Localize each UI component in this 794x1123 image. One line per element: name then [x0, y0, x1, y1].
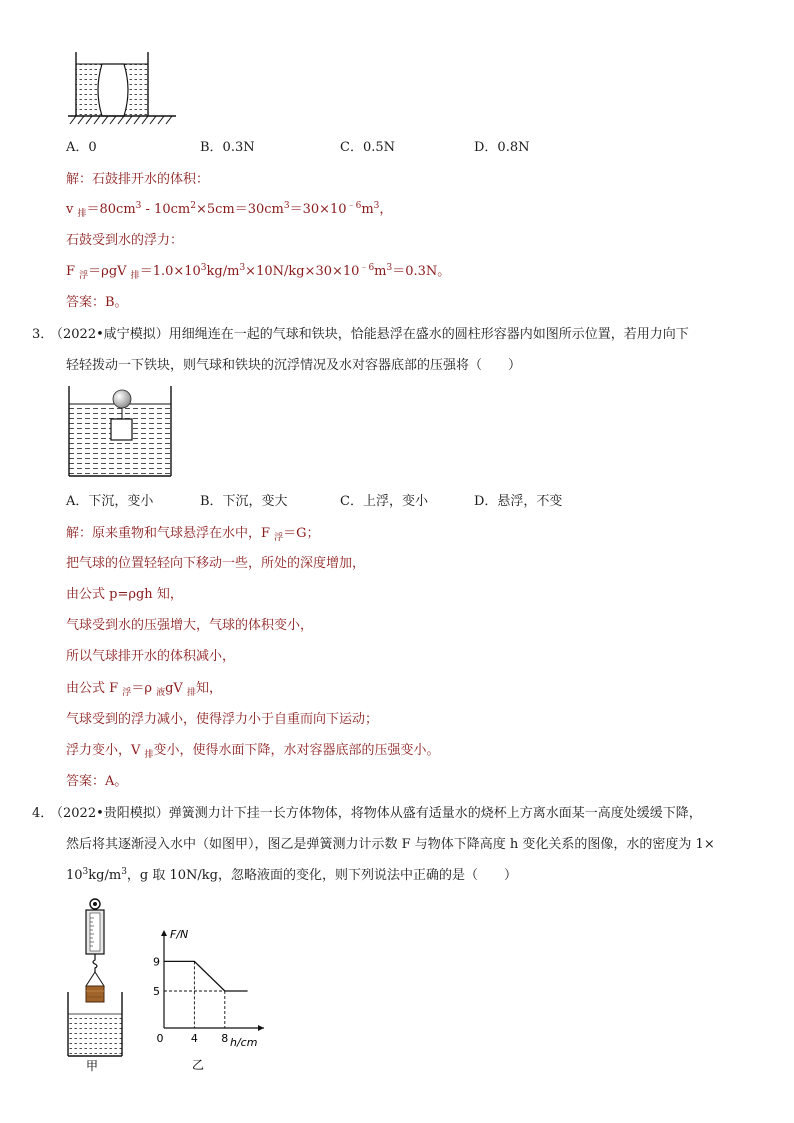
q4-text-line-1: （2022•贵阳模拟）弹簧测力计下挂一长方体物体，将物体从盛有适量水的烧杯上方离水面某一高度处缓缓下降，: [50, 806, 702, 821]
q3-solution-line-6: 由公式 F $_浮$＝ρ $_液$gV $_排$知，: [66, 681, 222, 698]
q2-option-b: B．0.3N: [200, 140, 255, 155]
chart-x-axis-arrow: [258, 1025, 264, 1031]
q3-solution-line-4: 气球受到水的压强增大，气球的体积变小，: [66, 618, 314, 633]
q3-text-line-2: 轻轻拨动一下铁块，则气球和铁块的沉浮情况及水对容器底部的压强将（ ）: [66, 358, 522, 373]
q2-figure: [64, 52, 184, 130]
q2-option-a: A．0: [66, 140, 97, 155]
chart-x-axis-label: h/cm: [230, 1036, 258, 1049]
q3-option-b: B．下沉，变大: [200, 494, 288, 509]
q4-text-line-3: $10^3kg/m^3$，g 取 10N/kg，忽略液面的变化，则下列说法中正确的是（ ）: [66, 867, 518, 883]
q3-solution-line-1: 解：原来重物和气球悬浮在水中，F $_浮$＝G；: [66, 526, 320, 543]
q2-solution-line-3: 石鼓受到水的浮力：: [66, 233, 184, 248]
chart-x-tick-label: 4: [190, 1032, 198, 1045]
q3-solution-line-8: 浮力变小，V $_排$变小，使得水面下降，水对容器底部的压强变小。: [66, 743, 440, 760]
q4-figure-left-label: 甲: [85, 1059, 99, 1072]
q4-figure-right-label: 乙: [191, 1058, 205, 1072]
q3-solution-line-3: 由公式 p=ρgh 知，: [66, 587, 183, 602]
q4-number: 4．: [32, 806, 54, 821]
q2-option-c: C．0.5N: [340, 140, 395, 155]
q3-text-line-1: （2022•咸宁模拟）用细绳连在一起的气球和铁块，恰能悬浮在盛水的圆柱形容器内如图所示位置，若用力向下: [50, 327, 689, 342]
q3-option-d: D．悬浮，不变: [474, 494, 563, 509]
chart-series-line: [164, 961, 248, 991]
q3-option-a: A．下沉，变小: [66, 494, 154, 509]
q3-answer: 答案：A。: [66, 774, 128, 789]
q2-option-d: D．0.8N: [474, 140, 530, 155]
chart-y-axis-arrow: [161, 930, 167, 936]
q3-solution-line-7: 气球受到的浮力减小，使得浮力小于自重而向下运动；: [66, 712, 379, 727]
q4-figure-left: [64, 896, 126, 1072]
q3-figure: [68, 386, 172, 478]
chart-x-tick-label: 8: [221, 1032, 229, 1045]
chart-y-tick-label: 9: [153, 955, 160, 969]
q4-chart: [150, 928, 266, 1072]
chart-origin-label: 0: [156, 1032, 164, 1045]
q2-answer: 答案：B。: [66, 295, 128, 310]
chart-y-tick-label: 5: [153, 985, 160, 998]
q3-number: 3．: [32, 327, 54, 342]
q2-solution-line-2: v $_排=80cm^3 - 10cm^2\times 5cm=30cm^3=30\times 10^{﹣6}m^3$，: [66, 201, 393, 219]
q2-solution-line-4: F $_浮$＝ρgV $_排=1.0\times 10^3kg/m^3\times 10N/kg\times 30\times 10^{﹣6}m^3=0.3N$。: [66, 263, 451, 281]
q3-solution-line-5: 所以气球排开水的体积减小，: [66, 649, 236, 664]
q4-text-line-2: 然后将其逐渐浸入水中（如图甲），图乙是弹簧测力计示数 F 与物体下降高度 h 变化关系的图像，水的密度为 1×: [66, 837, 715, 852]
q2-solution-line-1: 解：石鼓排开水的体积：: [66, 172, 210, 187]
q3-option-c: C．上浮，变小: [340, 494, 428, 509]
q3-solution-line-2: 把气球的位置轻轻向下移动一些，所处的深度增加，: [66, 556, 366, 571]
chart-y-axis-label: F/N: [170, 928, 189, 941]
